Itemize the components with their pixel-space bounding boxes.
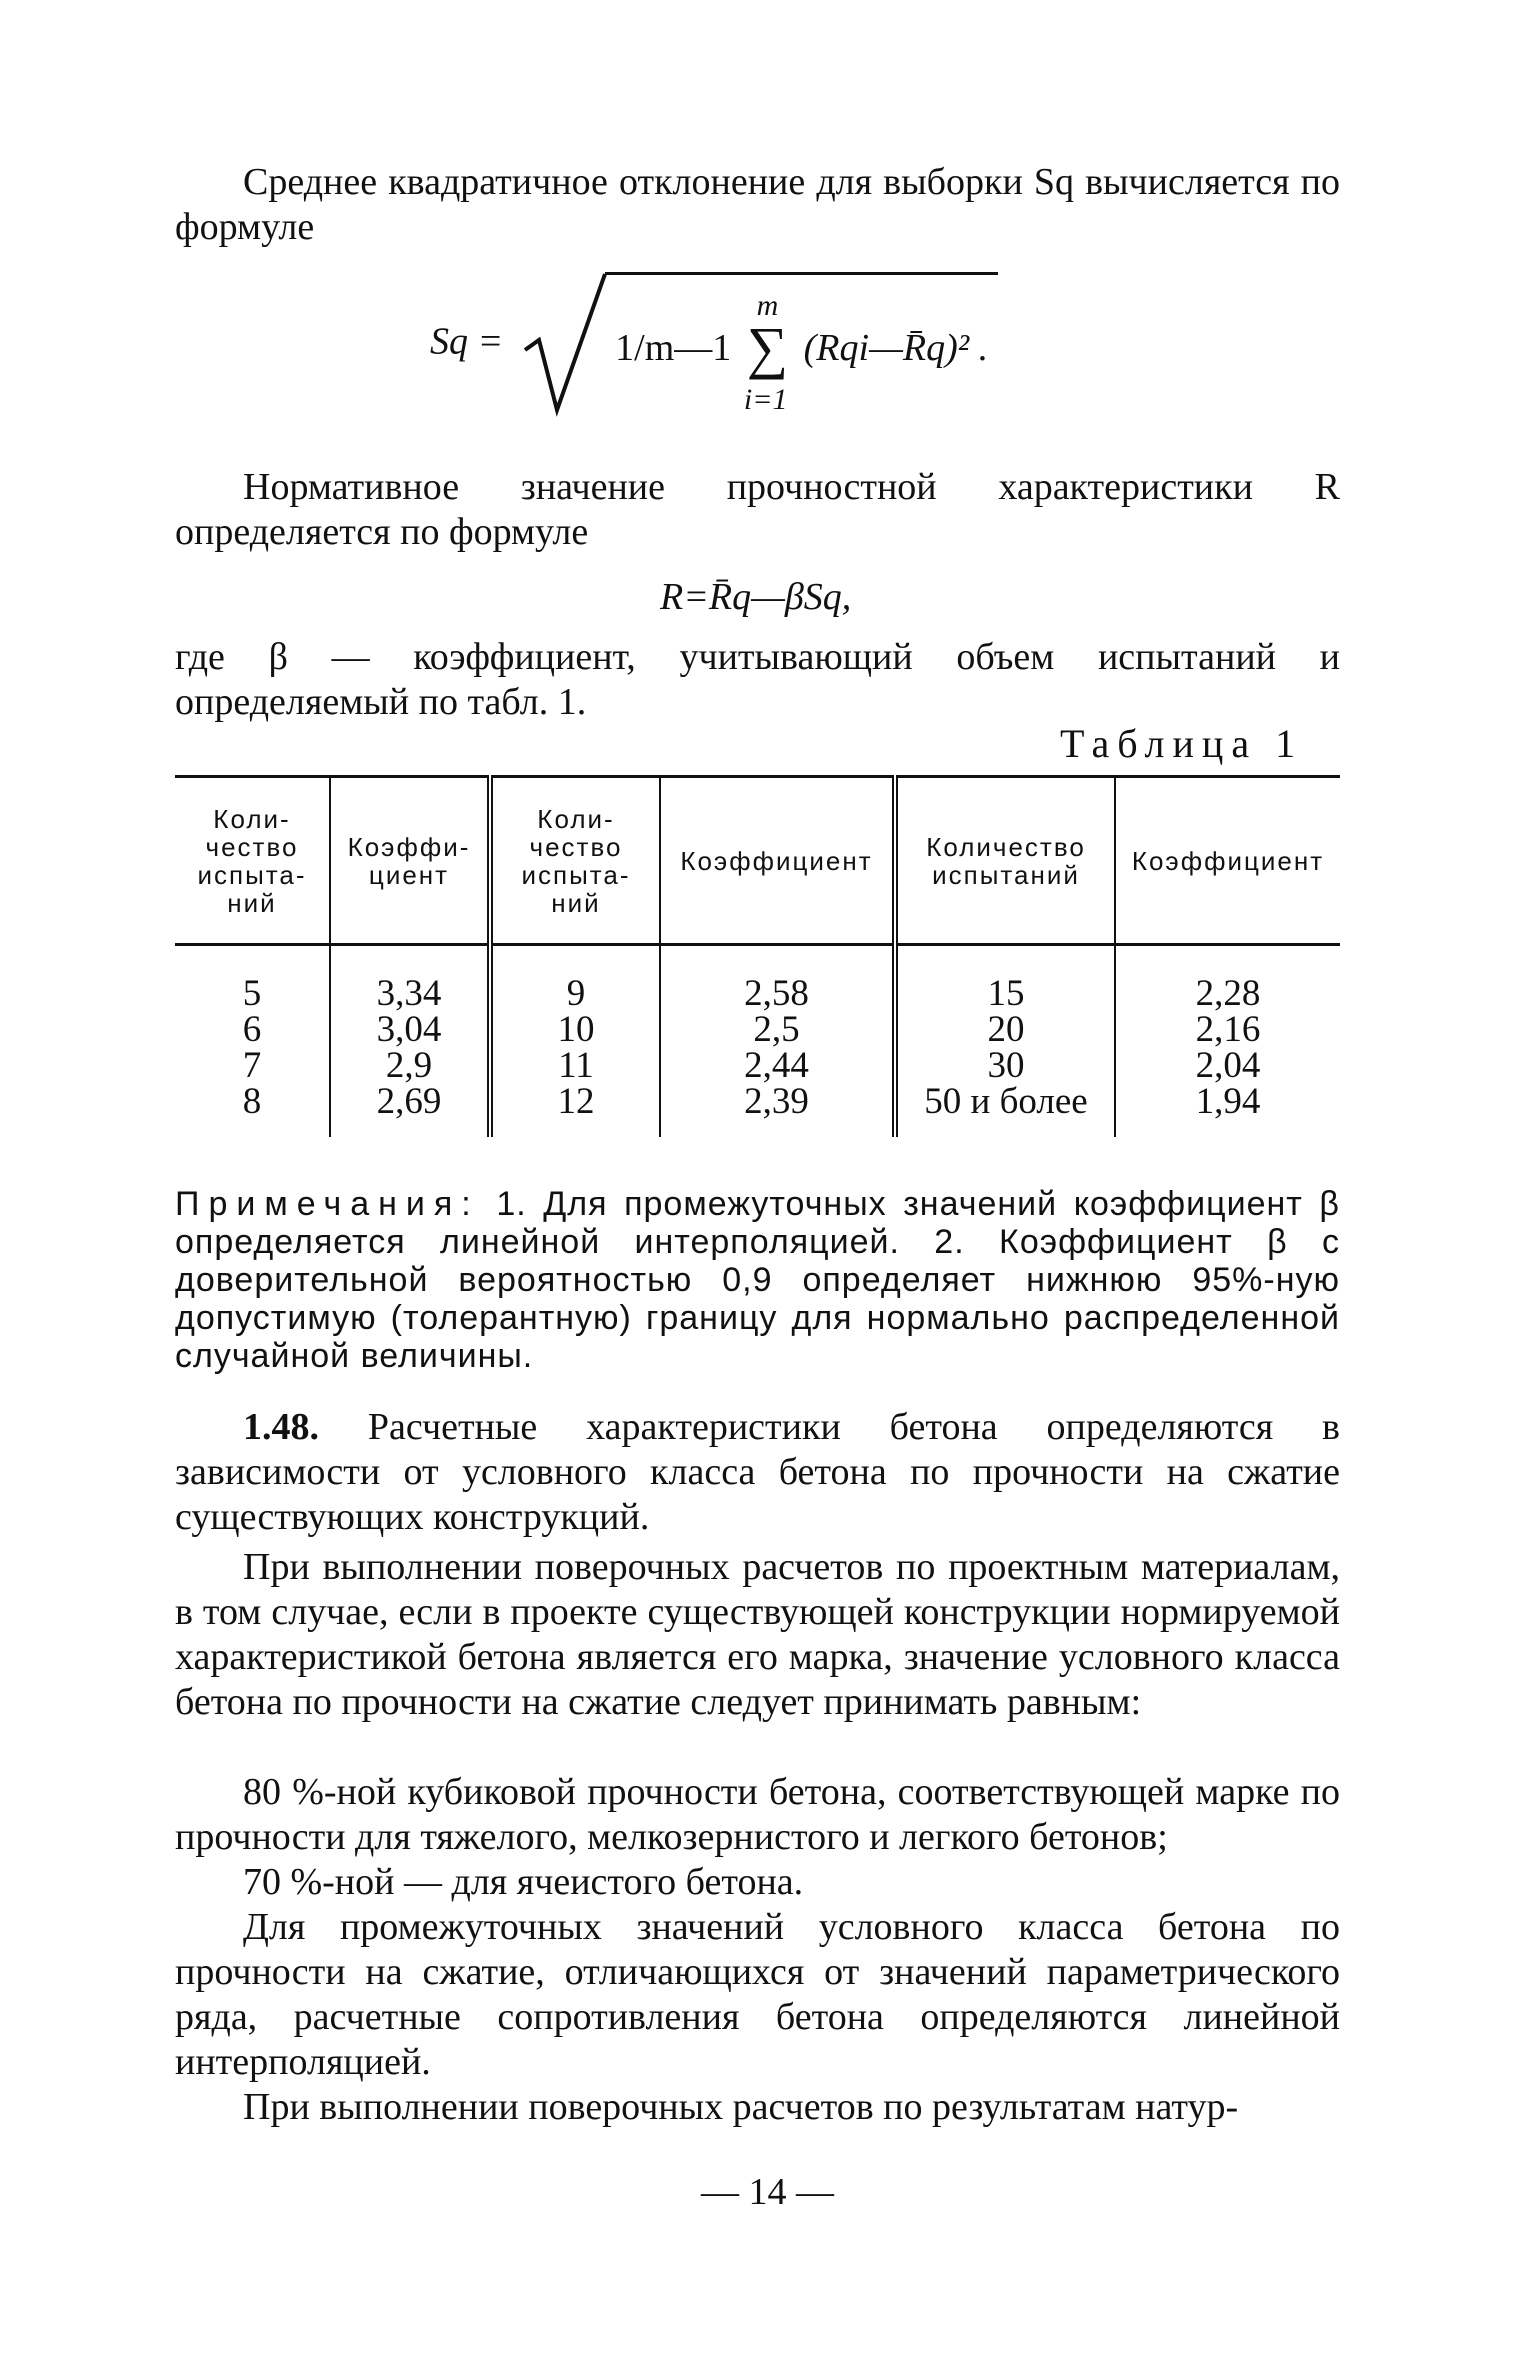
- cell-coef-1: 3,34 3,04 2,9 2,69: [376, 973, 442, 1122]
- sum-lower-limit: i=1: [743, 383, 788, 416]
- section-number: 1.48.: [243, 1406, 319, 1448]
- paragraph-intermediate-text: Для промежуточных значений условного класса бетона по прочности на сжатие, отличающихся от значений параметрического ряда, расчетные сопротивления бетона определяются линейной интерполяцией.: [175, 1906, 1340, 2083]
- section-text: Расчетные характеристики бетона определяются в зависимости от условного класса бетона по прочности на сжатие существующих конструкций.: [175, 1406, 1340, 1538]
- paragraph-design-materials: [175, 1545, 1340, 1725]
- formula1-term: (Rqi—R̄q)² .: [803, 327, 989, 370]
- paragraph-70-percent-text: 70 %-ной — для ячеистого бетона.: [243, 1861, 804, 1903]
- paragraph-70-percent: [175, 1860, 1340, 1905]
- table-notes: [175, 1185, 1340, 1375]
- table-cell: [1115, 945, 1340, 1138]
- cell-tests-3: 15 20 30 50 и более: [924, 973, 1088, 1122]
- radical-sign-icon: [517, 270, 612, 420]
- cell-coef-3: 2,28 2,16 2,04 1,94: [1195, 973, 1261, 1122]
- cell-tests-1: 5 6 7 8: [242, 973, 262, 1122]
- std-deviation-formula: [430, 270, 998, 420]
- beta-paragraph: [175, 635, 1340, 725]
- paragraph-field-results: [175, 2085, 1340, 2130]
- paragraph-80-percent-text: 80 %-ной кубиковой прочности бетона, соответствующей марке по прочности для тяжелого, мелкозернистого и легкого бетонов;: [175, 1771, 1340, 1858]
- table-row: [175, 945, 1340, 1138]
- paragraph-field-results-text: При выполнении поверочных расчетов по результатам натур-: [243, 2086, 1239, 2128]
- page-number: — 14 —: [701, 2171, 834, 2213]
- formula1-body: 1/m—1: [615, 327, 732, 370]
- header-tests-1: Коли- чество испыта- ний: [175, 777, 330, 945]
- paragraph-design-materials-text: При выполнении поверочных расчетов по проектным материалам, в том случае, если в проекте существующей конструкции нормируемой характеристикой бетона является его марка, значение условного класса бетона по прочности на сжатие следует принимать равным:: [175, 1546, 1340, 1723]
- table-cell: [895, 945, 1115, 1138]
- formula1-lhs: Sq =: [430, 320, 504, 363]
- table-header-row: [175, 777, 1340, 945]
- header-coef-1: Коэффи- циент: [330, 777, 490, 945]
- cell-tests-2: 9 10 11 12: [557, 973, 595, 1122]
- notes-text: 1. Для промежуточных значений коэффициент β определяется линейной интерполяцией. 2. Коэффициент β с доверительной вероятностью 0,9 определяет нижнюю 95%-ную допустимую (толерантную) границу для нормально распределенной случайной величины.: [175, 1185, 1340, 1375]
- normative-paragraph: [175, 465, 1340, 555]
- paragraph-intermediate: [175, 1905, 1340, 2085]
- header-tests-2: Коли- чество испыта- ний: [490, 777, 660, 945]
- header-coef-3: Коэффициент: [1115, 777, 1340, 945]
- intro-text: Среднее квадратичное отклонение для выборки Sq вычисляется по формуле: [175, 161, 1340, 248]
- coefficient-table: [175, 775, 1340, 1137]
- sigma-icon: ∑: [746, 315, 789, 380]
- table-cell: [330, 945, 490, 1138]
- paragraph-80-percent: [175, 1770, 1340, 1860]
- sum-upper-limit: m: [756, 289, 779, 322]
- section-1-48: [175, 1405, 1340, 1540]
- radicand: [605, 272, 998, 418]
- header-tests-3: Количество испытаний: [895, 777, 1115, 945]
- cell-coef-2: 2,58 2,5 2,44 2,39: [744, 973, 809, 1122]
- header-coef-2: Коэффициент: [660, 777, 895, 945]
- table-cell: [490, 945, 660, 1138]
- notes-label: Примечания:: [175, 1185, 480, 1223]
- normative-text: Нормативное значение прочностной характеристики R определяется по формуле: [175, 466, 1340, 553]
- normative-formula: R=R̄q—βSq,: [660, 576, 852, 618]
- table-cell: [175, 945, 330, 1138]
- table-caption: Таблица 1: [1060, 721, 1304, 766]
- beta-text: где β — коэффициент, учитывающий объем испытаний и определяемый по табл. 1.: [175, 636, 1340, 723]
- sum-operator: [743, 289, 789, 416]
- intro-paragraph: [175, 160, 1340, 250]
- table-cell: [660, 945, 895, 1138]
